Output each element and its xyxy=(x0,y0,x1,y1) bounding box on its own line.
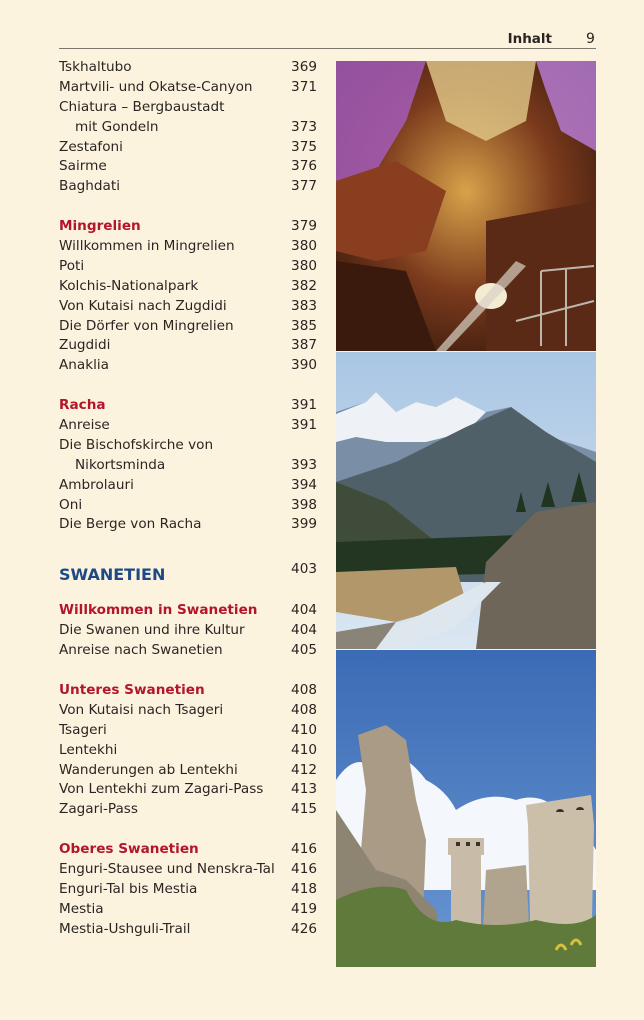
toc-label: Nikortsminda xyxy=(75,456,166,473)
toc-page: 380 xyxy=(291,238,317,255)
toc-label: Zugdidi xyxy=(59,337,111,354)
toc-page: 373 xyxy=(291,118,317,135)
toc-entry[interactable] xyxy=(59,800,317,820)
toc-entry[interactable] xyxy=(59,138,317,158)
toc-label: Enguri-Tal bis Mestia xyxy=(59,880,198,897)
toc-section-oberes-swanetien[interactable] xyxy=(59,840,317,860)
toc-label: Von Kutaisi nach Tsageri xyxy=(59,701,224,718)
section-heading: Racha xyxy=(59,397,106,414)
toc-page: 419 xyxy=(291,900,317,917)
toc-entry[interactable] xyxy=(59,761,317,781)
page-number: 9 xyxy=(586,31,595,47)
toc-page: 399 xyxy=(291,516,317,533)
spacer xyxy=(59,376,317,396)
toc-page: 398 xyxy=(291,496,317,513)
toc-entry[interactable] xyxy=(59,860,317,880)
toc-page: 376 xyxy=(291,158,317,175)
toc-entry[interactable] xyxy=(59,416,317,436)
toc-page: 410 xyxy=(291,741,317,758)
toc-label: Anreise xyxy=(59,417,110,434)
toc-label: mit Gondeln xyxy=(75,118,159,135)
photo-svan-towers xyxy=(336,650,596,967)
spacer xyxy=(59,820,317,840)
toc-entry[interactable] xyxy=(59,157,317,177)
toc-label: Tsageri xyxy=(59,721,107,738)
toc-section-racha[interactable] xyxy=(59,396,317,416)
toc-page: 405 xyxy=(291,642,317,659)
photo-cave xyxy=(336,61,596,351)
toc-entry[interactable] xyxy=(59,701,317,721)
toc-page: 416 xyxy=(291,860,317,877)
header-title: Inhalt xyxy=(507,31,552,47)
toc-entry[interactable] xyxy=(59,118,317,138)
toc-entry[interactable] xyxy=(59,356,317,376)
toc-entry[interactable] xyxy=(59,317,317,337)
toc-label: Ambrolauri xyxy=(59,476,134,493)
toc-entry[interactable] xyxy=(59,721,317,741)
section-heading: Oberes Swanetien xyxy=(59,841,199,858)
toc-entry[interactable] xyxy=(59,336,317,356)
toc-entry[interactable] xyxy=(59,476,317,496)
toc-page: 408 xyxy=(291,701,317,718)
toc-entry[interactable] xyxy=(59,641,317,661)
toc-section-mingrelien[interactable] xyxy=(59,217,317,237)
toc-section-unteres-swanetien[interactable] xyxy=(59,681,317,701)
section-heading: Willkommen in Swanetien xyxy=(59,602,258,619)
toc-page: 413 xyxy=(291,781,317,798)
toc-label: Baghdati xyxy=(59,178,120,195)
toc-label: Willkommen in Mingrelien xyxy=(59,238,235,255)
toc-region-swanetien[interactable] xyxy=(59,561,317,589)
toc-entry[interactable] xyxy=(59,920,317,940)
toc-page: 403 xyxy=(291,561,317,578)
toc-label: Die Dörfer von Mingrelien xyxy=(59,317,234,334)
toc-section-willkommen-swanetien[interactable] xyxy=(59,601,317,621)
section-heading: Mingrelien xyxy=(59,218,141,235)
toc-page: 371 xyxy=(291,78,317,95)
toc-page: 382 xyxy=(291,277,317,294)
toc-page: 387 xyxy=(291,337,317,354)
toc-label: Anreise nach Swanetien xyxy=(59,642,223,659)
toc-entry[interactable] xyxy=(59,436,317,456)
toc-page: 410 xyxy=(291,721,317,738)
toc-label: Tskhaltubo xyxy=(59,59,132,75)
toc-page: 391 xyxy=(291,397,317,414)
toc-page: 369 xyxy=(291,59,317,75)
toc-page: 375 xyxy=(291,138,317,155)
toc-label: Zagari-Pass xyxy=(59,801,138,818)
toc-page: 418 xyxy=(291,880,317,897)
toc-page: 404 xyxy=(291,602,317,619)
toc-page: 390 xyxy=(291,357,317,374)
toc-entry[interactable] xyxy=(59,456,317,476)
toc-label: Wanderungen ab Lentekhi xyxy=(59,761,238,778)
toc-page: 415 xyxy=(291,801,317,818)
toc-entry[interactable] xyxy=(59,237,317,257)
toc-label: Von Kutaisi nach Zugdidi xyxy=(59,297,227,314)
toc-label: Enguri-Stausee und Nenskra-Tal xyxy=(59,860,275,877)
toc-entry[interactable] xyxy=(59,900,317,920)
toc-entry[interactable] xyxy=(59,277,317,297)
toc-label: Zestafoni xyxy=(59,138,123,155)
toc-label: Chiatura – Bergbaustadt xyxy=(59,98,225,115)
toc-label: Poti xyxy=(59,257,85,274)
toc-label: Die Swanen und ihre Kultur xyxy=(59,622,245,639)
photo-mountain-valley xyxy=(336,352,596,649)
toc-entry[interactable] xyxy=(59,515,317,535)
toc-label: Martvili- und Okatse-Canyon xyxy=(59,78,253,95)
region-heading: SWANETIEN xyxy=(59,565,166,585)
toc-label: Anaklia xyxy=(59,357,110,374)
toc-page: 380 xyxy=(291,257,317,274)
toc-entry[interactable] xyxy=(59,496,317,516)
toc-entry[interactable] xyxy=(59,741,317,761)
table-of-contents xyxy=(59,58,317,940)
toc-page: 408 xyxy=(291,681,317,698)
toc-page: 377 xyxy=(291,178,317,195)
toc-label: Die Berge von Racha xyxy=(59,516,202,533)
toc-page: 383 xyxy=(291,297,317,314)
section-heading: Unteres Swanetien xyxy=(59,681,205,698)
header-rule xyxy=(59,48,596,49)
toc-page: 416 xyxy=(291,841,317,858)
toc-entry[interactable] xyxy=(59,621,317,641)
toc-page: 394 xyxy=(291,476,317,493)
toc-page: 393 xyxy=(291,456,317,473)
toc-label: Mestia-Ushguli-Trail xyxy=(59,920,191,937)
toc-entry[interactable] xyxy=(59,880,317,900)
toc-page: 412 xyxy=(291,761,317,778)
toc-page: 379 xyxy=(291,218,317,235)
toc-page: 385 xyxy=(291,317,317,334)
toc-entry[interactable] xyxy=(59,177,317,197)
toc-label: Kolchis-Nationalpark xyxy=(59,277,199,294)
toc-label: Die Bischofskirche von xyxy=(59,436,214,453)
toc-entry[interactable] xyxy=(59,58,317,78)
toc-entry[interactable] xyxy=(59,78,317,98)
spacer xyxy=(59,661,317,681)
toc-page: 426 xyxy=(291,920,317,937)
toc-entry[interactable] xyxy=(59,98,317,118)
toc-label: Lentekhi xyxy=(59,741,118,758)
toc-page: 404 xyxy=(291,622,317,639)
toc-label: Oni xyxy=(59,496,83,513)
toc-entry[interactable] xyxy=(59,297,317,317)
toc-label: Mestia xyxy=(59,900,104,917)
toc-label: Von Lentekhi zum Zagari-Pass xyxy=(59,781,264,798)
toc-page: 391 xyxy=(291,417,317,434)
spacer xyxy=(59,197,317,217)
toc-entry[interactable] xyxy=(59,257,317,277)
toc-entry[interactable] xyxy=(59,780,317,800)
toc-label: Sairme xyxy=(59,158,107,175)
